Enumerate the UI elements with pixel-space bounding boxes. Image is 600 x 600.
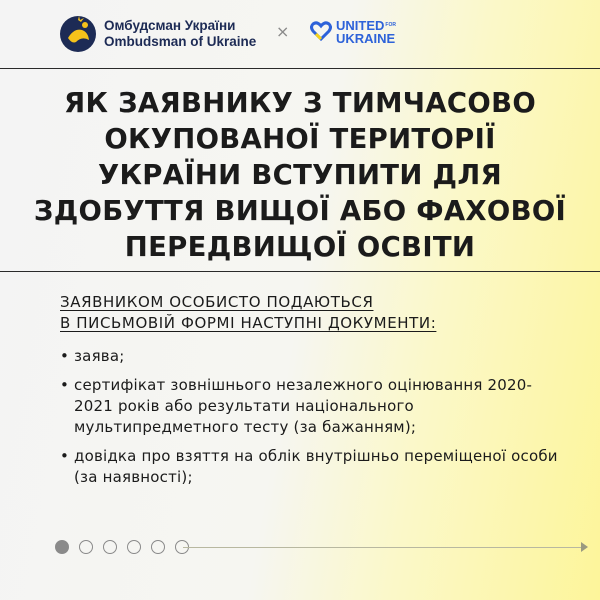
subheading-line-2: В ПИСЬМОВІЙ ФОРМІ НАСТУПНІ ДОКУМЕНТИ: [60, 314, 437, 332]
ombudsman-name-uk: Омбудсман України [104, 18, 236, 33]
carousel-pager [55, 540, 555, 556]
pager-dot-4[interactable] [127, 540, 141, 554]
ombudsman-name-en: Ombudsman of Ukraine [104, 34, 257, 49]
list-item: • довідка про взяття на облік внутрішньо переміщеної особи (за наявності); [60, 446, 570, 488]
pager-dot-1[interactable] [55, 540, 69, 554]
title-text-bold: З ТИМЧАСОВО [303, 87, 537, 119]
subheading-line-1: ЗАЯВНИКОМ ОСОБИСТО ПОДАЮТЬСЯ [60, 293, 374, 311]
documents-subheading [60, 292, 560, 334]
title-text-bold: ОКУПОВАНОЇ ТЕРИТОРІЇ [104, 123, 496, 155]
list-item: • сертифікат зовнішнього незалежного оцінювання 2020-2021 років або результати національного мультипредметного тесту (за бажанням); [60, 375, 570, 438]
ombudsman-logo-icon [58, 14, 98, 54]
united-for-ukraine-wordmark [336, 19, 396, 45]
title-text-regular: ПЕРЕДВИЩОЇ ОСВІТИ [124, 231, 476, 263]
pager-track [183, 547, 583, 548]
ukraine-word: UKRAINE [336, 31, 396, 46]
pager-dot-2[interactable] [79, 540, 93, 554]
page-title [0, 85, 600, 265]
partnership-separator: × [276, 22, 290, 41]
for-word: FOR [385, 22, 396, 28]
united-for-ukraine-heart-icon [310, 20, 332, 42]
title-text-bold: УКРАЇНИ ВСТУПИТИ [98, 159, 423, 191]
pager-dot-3[interactable] [103, 540, 117, 554]
list-item: • заява; [60, 346, 570, 367]
title-text-regular: ЯК ЗАЯВНИКУ [63, 87, 304, 119]
title-text-regular: ДЛЯ [422, 159, 502, 191]
documents-section [60, 292, 560, 334]
united-word: UNITED [336, 18, 385, 33]
header [0, 0, 600, 70]
arrow-right-icon[interactable] [581, 542, 588, 552]
documents-list [60, 346, 570, 496]
pager-dot-5[interactable] [151, 540, 165, 554]
title-text-regular: ЗДОБУТТЯ ВИЩОЇ АБО ФАХОВОЇ [33, 195, 567, 227]
ombudsman-wordmark [104, 18, 256, 50]
title-box [0, 68, 600, 272]
